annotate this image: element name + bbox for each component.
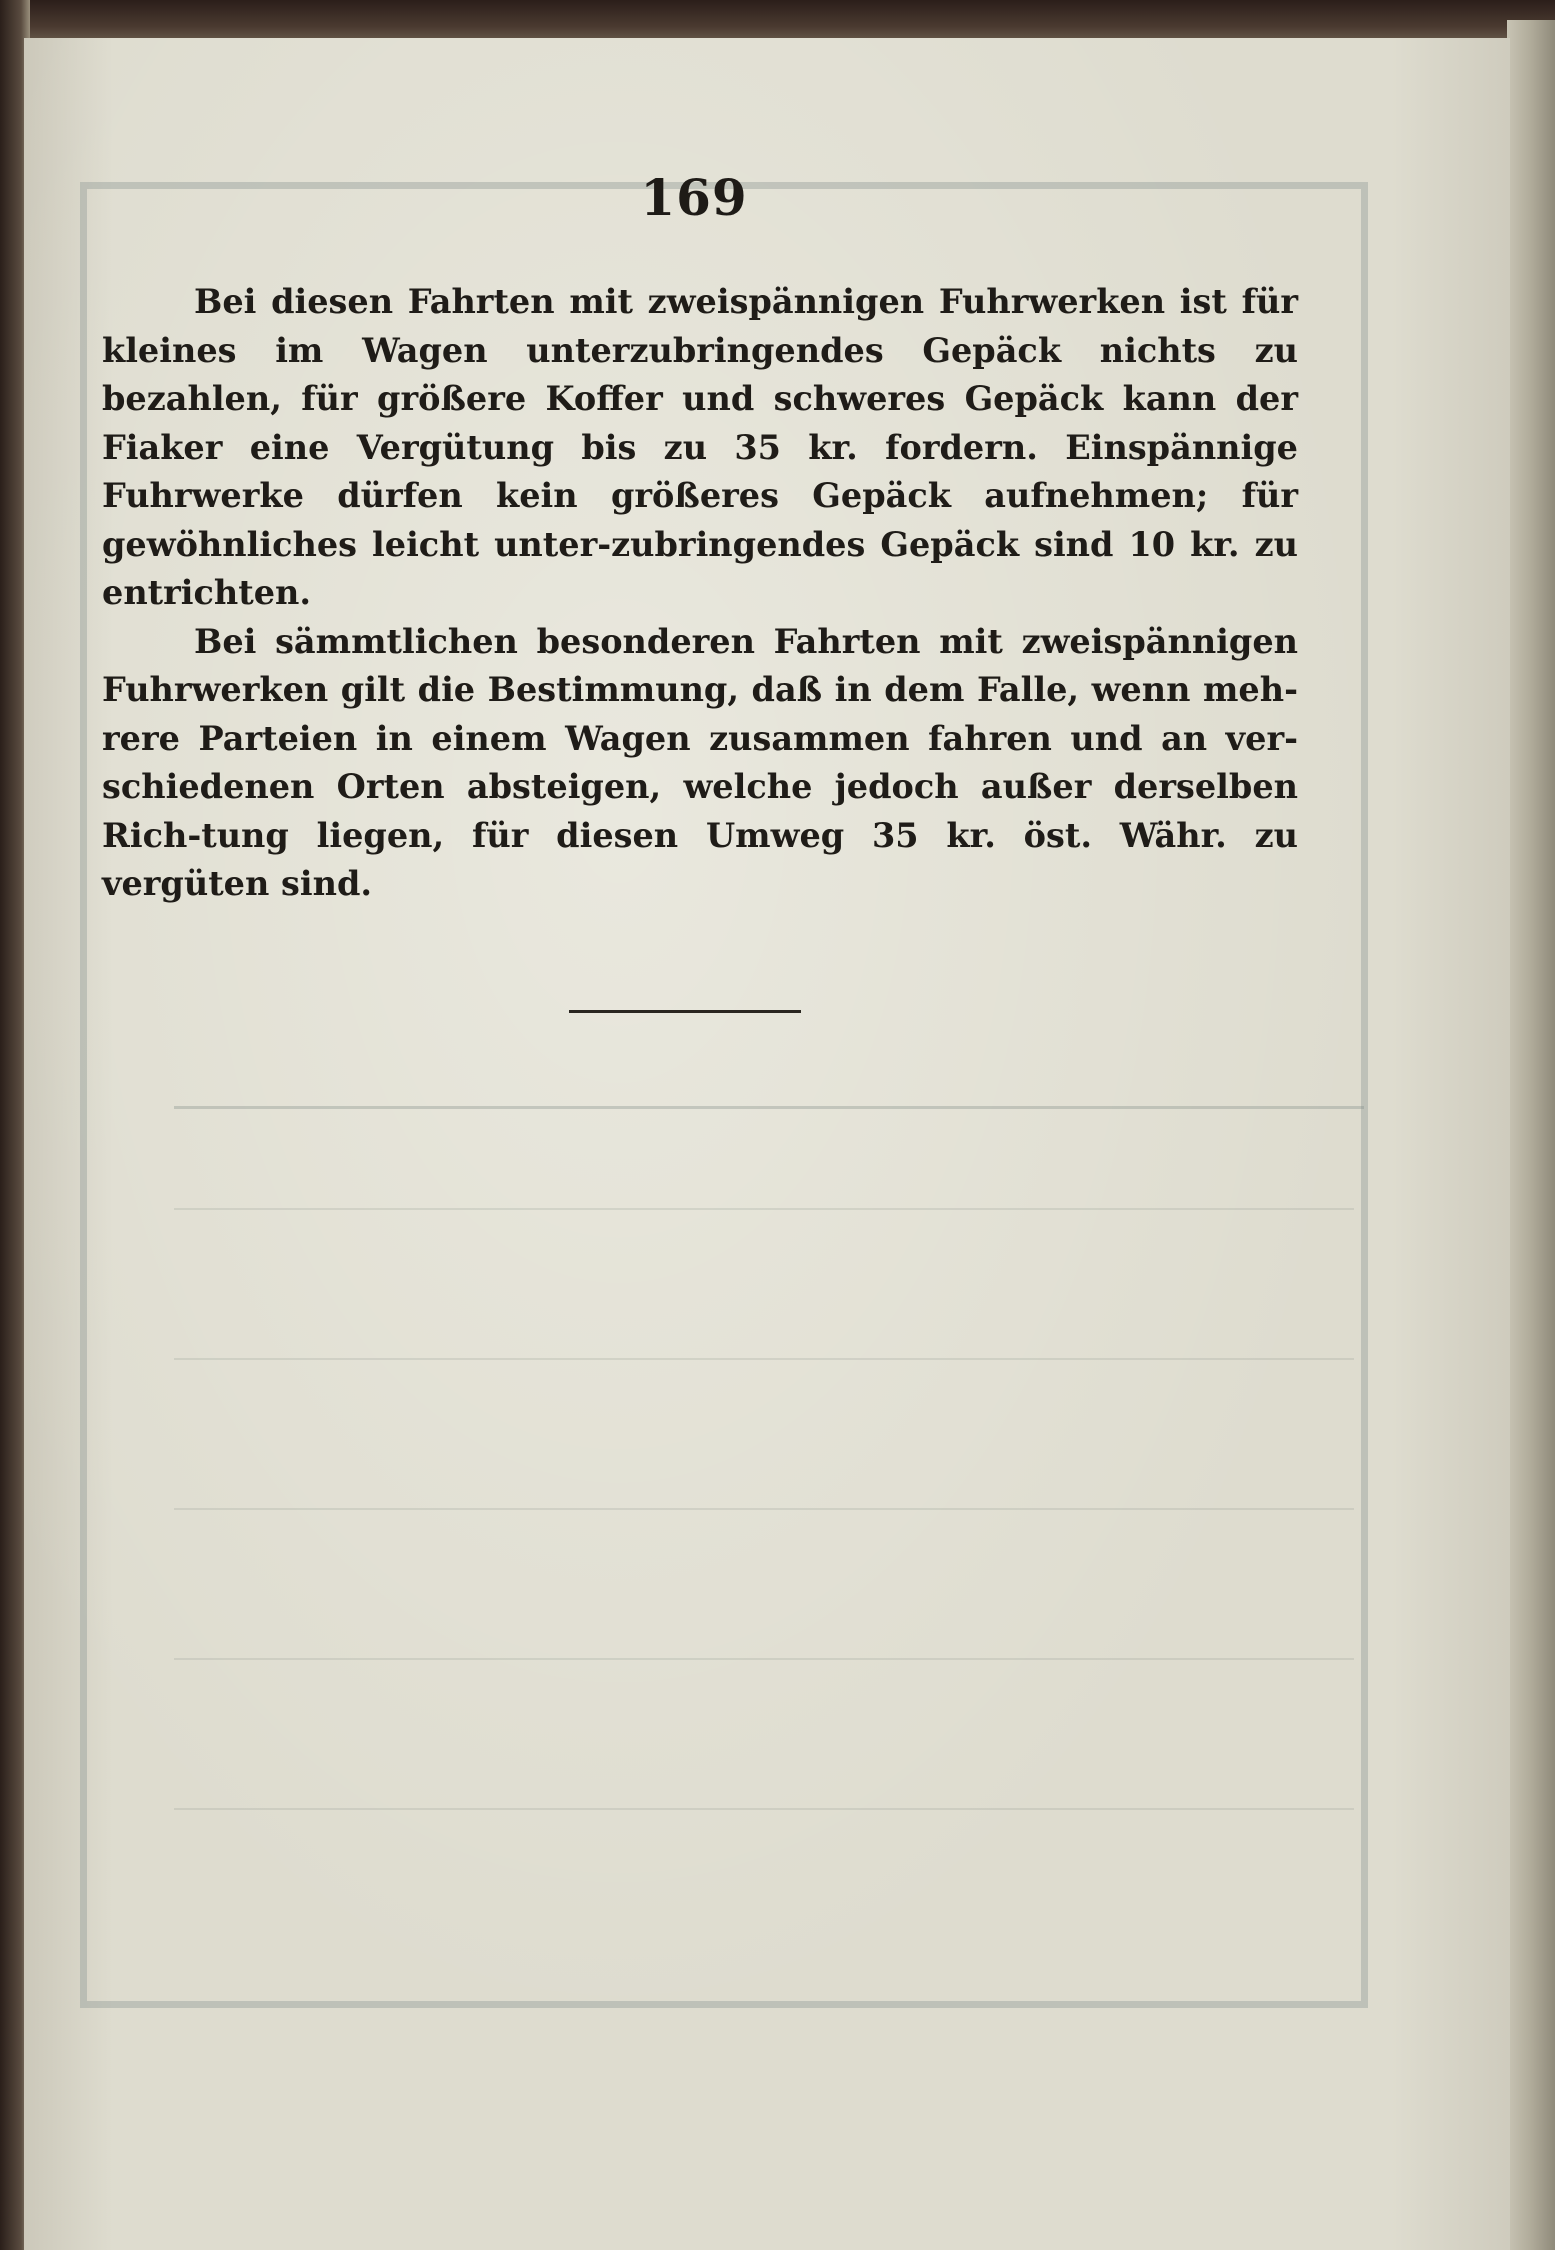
bleed-through-line [174, 1808, 1354, 1810]
body-text [102, 278, 1298, 909]
paragraph-detour: Bei sämmtlichen besonderen Fahrten mit zweispännigen Fuhrwerken gilt die Bestimmung, daß in dem Falle, wenn meh-rere Parteien in einem Wagen zusammen fahren und an ver-schiedenen Orten absteigen, welche jedoch außer derselben Rich-tung liegen, für diesen Umweg 35 kr. öst. Währ. zu vergüten sind. [102, 621, 1298, 903]
book-page [24, 38, 1510, 2250]
bleed-through-line [174, 1208, 1354, 1210]
page-number: 169 [640, 168, 748, 227]
section-divider [569, 1010, 801, 1013]
bleed-through-line [174, 1658, 1354, 1660]
bleed-through-line [174, 1358, 1354, 1360]
bleed-through-line [174, 1508, 1354, 1510]
paragraph-luggage: Bei diesen Fahrten mit zweispännigen Fuhrwerken ist für kleines im Wagen unterzubringendes Gepäck nichts zu bezahlen, für größere Koffer und schweres Gepäck kann der Fiaker eine Vergütung bis zu 35 kr. fordern. Einspännige Fuhrwerke dürfen kein größeres Gepäck aufnehmen; für gewöhnliches leicht unter-zubringendes Gepäck sind 10 kr. zu entrichten. [102, 282, 1298, 612]
page-stack-edge [1507, 20, 1555, 2250]
bleed-through-rule [174, 1106, 1364, 1109]
